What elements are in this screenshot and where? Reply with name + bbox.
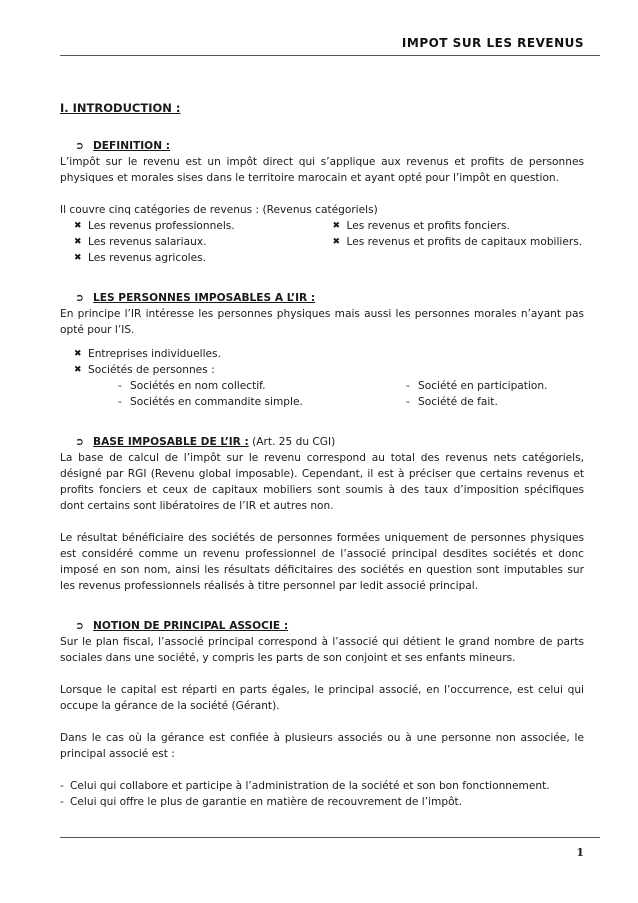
- revenue-list-left: [60, 218, 326, 266]
- societes-sublist-right: [406, 378, 547, 410]
- notion-paragraph-2: Lorsque le capital est réparti en parts égales, le principal associé, en l’occurrence, est celui qui occupe la gérance de la société (Gérant).: [60, 684, 584, 712]
- base-heading: [75, 434, 584, 450]
- personnes-list: [60, 346, 584, 378]
- personnes-heading: [75, 290, 584, 306]
- societes-sublist: [118, 378, 584, 410]
- cross-bullet-icon: ✖: [332, 221, 341, 231]
- base-paragraph-1: La base de calcul de l’impôt sur le revenu correspond au total des revenus nets catégoriels, désigné par RGI (Revenu global imposable). Cependant, il est à préciser que certains revenus et profits fonciers et ceux de capitaux mobiliers sont soumis à des taux d’imposition spécifiques dont certains sont libératoires de l’IR et autres non.: [60, 452, 584, 512]
- personnes-heading-text: LES PERSONNES IMPOSABLES A L’IR :: [93, 292, 316, 304]
- arrow-icon: ➲: [75, 292, 84, 304]
- personnes-paragraph: En principe l’IR intéresse les personnes physiques mais aussi les personnes morales n’ayant pas opté pour l’IS.: [60, 308, 584, 336]
- section-title: I. INTRODUCTION :: [60, 101, 181, 115]
- list-item: ✖ Entreprises individuelles.: [74, 348, 221, 360]
- list-item: - Sociétés en commandite simple.: [118, 396, 303, 408]
- base-paragraph-2: Le résultat bénéficiaire des sociétés de personnes formées uniquement de personnes physiques est considéré comme un revenu professionnel de l’associé principal desdites sociétés et donc imposé en son nom, ainsi les résultats déficitaires des sociétés en question sont imputables sur les revenus professionnels réalisés à titre personnel par ledit associé principal.: [60, 532, 584, 592]
- list-item: - Celui qui collabore et participe à l’administration de la société et son bon fonctionnement.: [60, 780, 550, 792]
- cross-bullet-icon: ✖: [74, 221, 82, 231]
- list-item: - Sociétés en nom collectif.: [118, 380, 266, 392]
- list-item: - Société en participation.: [406, 380, 548, 392]
- arrow-icon: ➲: [75, 140, 84, 152]
- definition-paragraph-1: L’impôt sur le revenu est un impôt direct qui s’applique aux revenus et profits de personnes physiques et morales sises dans le territoire marocain et ayant opté pour l’impôt en question.: [60, 156, 584, 184]
- list-item: ✖ Les revenus agricoles.: [74, 252, 207, 264]
- list-item: ✖ Sociétés de personnes :: [74, 364, 215, 376]
- cross-bullet-icon: ✖: [74, 349, 82, 359]
- base-heading-note: (Art. 25 du CGI): [248, 436, 336, 448]
- arrow-icon: ➲: [75, 436, 84, 448]
- cross-bullet-icon: ✖: [74, 237, 82, 247]
- notion-paragraph-1: Sur le plan fiscal, l’associé principal correspond à l’associé qui détient le grand nombre de parts sociales dans une société, y compris les parts de son conjoint et ses enfants mineurs.: [60, 636, 584, 664]
- list-item: - Celui qui offre le plus de garantie en matière de recouvrement de l’impôt.: [60, 796, 463, 808]
- header-rule: [60, 55, 600, 56]
- societes-sublist-left: [118, 378, 308, 410]
- definition-paragraph-2: Il couvre cinq catégories de revenus : (Revenus catégoriels): [60, 204, 378, 216]
- page-content: [60, 100, 584, 810]
- definition-heading: [75, 138, 584, 154]
- arrow-icon: ➲: [75, 620, 84, 632]
- list-item: ✖ Les revenus et profits de capitaux mobiliers.: [332, 236, 583, 248]
- notion-paragraph-3: Dans le cas où la gérance est confiée à plusieurs associés ou à une personne non associée, le principal associé est :: [60, 732, 584, 760]
- page-number: 1: [576, 846, 584, 859]
- notion-list: [60, 778, 584, 810]
- cross-bullet-icon: ✖: [74, 253, 82, 263]
- list-item: ✖ Les revenus et profits fonciers.: [332, 220, 510, 232]
- footer-rule: [60, 837, 600, 838]
- revenue-categories: [60, 218, 584, 266]
- list-item: ✖ Les revenus professionnels.: [74, 220, 235, 232]
- cross-bullet-icon: ✖: [74, 365, 82, 375]
- cross-bullet-icon: ✖: [332, 237, 341, 247]
- list-item: - Société de fait.: [406, 396, 498, 408]
- list-item: ✖ Les revenus salariaux.: [74, 236, 207, 248]
- revenue-list-right: [332, 218, 584, 266]
- base-heading-text: BASE IMPOSABLE DE L’IR :: [93, 436, 249, 448]
- notion-heading: [75, 618, 584, 634]
- definition-heading-text: DEFINITION :: [93, 140, 170, 152]
- running-header: IMPOT SUR LES REVENUS: [401, 36, 584, 50]
- notion-heading-text: NOTION DE PRINCIPAL ASSOCIE :: [93, 620, 289, 632]
